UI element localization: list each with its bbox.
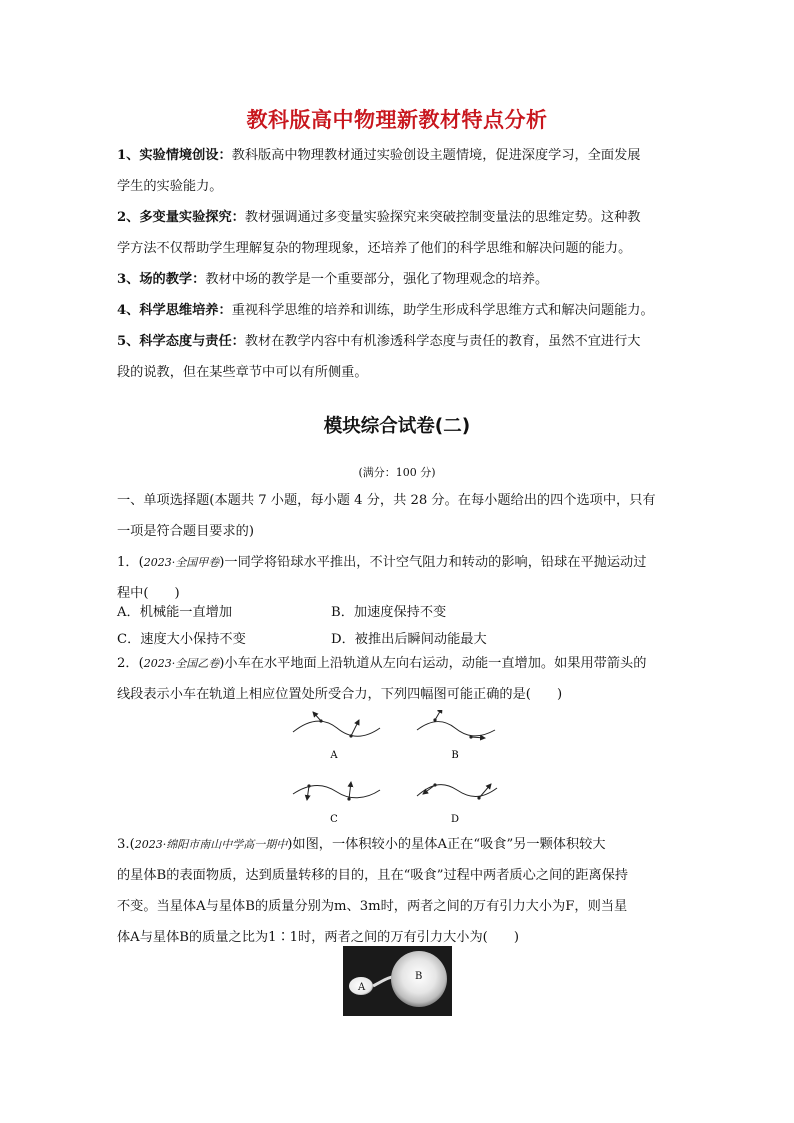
question-number: 3.( [117, 837, 135, 852]
option-b: B．加速度保持不变 [331, 605, 447, 620]
feature-text: 段的说教，但在某些章节中可以有所侧重。 [117, 365, 368, 380]
feature-text: 学生的实验能力。 [117, 179, 223, 194]
feature-item-4 [117, 295, 685, 326]
diagram-d [417, 783, 497, 825]
exam-score: (满分：100 分) [358, 466, 436, 479]
feature-text: 教材在教学内容中有机渗透科学态度与责任的教育，虽然不宜进行大 [244, 334, 641, 349]
diagram-c [293, 782, 380, 825]
feature-label: 2、多变量实验探究： [117, 210, 245, 225]
option-a: A．机械能一直增加 [117, 605, 233, 620]
diagram-label: B [451, 750, 459, 761]
question-text: )如图，一体积较小的星体A正在“吸食”另一颗体积较大 [287, 837, 606, 852]
section-heading-line1: 一、单项选择题(本题共 7 小题，每小题 4 分，共 28 分。在每小题给出的四个选项中，只有 [117, 493, 656, 508]
feature-text: 教材中场的教学是一个重要部分，强化了物理观念的培养。 [205, 272, 549, 287]
question-3-line1 [117, 829, 687, 860]
question-1-line1 [117, 547, 687, 578]
feature-label: 5、科学态度与责任： [117, 334, 245, 349]
feature-item-1 [117, 140, 685, 202]
answer-paren-close: ) [174, 586, 180, 601]
q3-figure [343, 946, 452, 1016]
diagram-label: D [450, 814, 460, 825]
diagram-b [417, 710, 495, 761]
exam-title: 模块综合试卷(二) [323, 416, 471, 437]
option-d: D．被推出后瞬间动能最大 [331, 632, 487, 647]
question-text: 线段表示小车在轨道上相应位置处所受合力，下列四幅图可能正确的是( [117, 687, 531, 702]
feature-label: 1、实验情境创设： [117, 148, 232, 163]
feature-item-5 [117, 326, 685, 388]
question-text: )小车在水平地面上沿轨道从左向右运动，动能一直增加。如果用带箭头的 [219, 656, 647, 671]
feature-item-2 [117, 202, 685, 264]
question-text: )一同学将铅球水平推出，不计空气阻力和转动的影响，铅球在平抛运动过 [219, 555, 647, 570]
q2-figure [285, 710, 510, 830]
star-label: A [358, 982, 366, 993]
answer-paren-close: ) [556, 687, 563, 702]
question-2-line2 [117, 679, 687, 710]
question-source: 2023·全国乙卷 [143, 657, 220, 670]
feature-text: 学方法不仅帮助学生理解复杂的物理现象，还培养了他们的科学思维和解决问题的能力。 [117, 241, 632, 256]
question-source: 2023·绵阳市南山中学高一期中 [134, 838, 288, 851]
section-heading-line2: 一项是符合题目要求的) [117, 524, 255, 539]
question-text: 程中( [117, 586, 149, 601]
question-source: 2023·全国甲卷 [143, 556, 220, 569]
feature-text: 重视科学思维的培养和训练，助学生形成科学思维方式和解决问题能力。 [231, 303, 654, 318]
option-c: C．速度大小保持不变 [117, 632, 246, 647]
feature-text: 教材强调通过多变量实验探究来突破控制变量法的思维定势。这种教 [244, 210, 641, 225]
feature-label: 4、科学思维培养： [117, 303, 232, 318]
diagram-label: A [330, 750, 338, 761]
star-label: B [415, 971, 423, 982]
feature-label: 3、场的教学： [117, 272, 206, 287]
question-text: 体A与星体B的质量之比为1∶1时，两者之间的万有引力大小为( [117, 930, 488, 945]
feature-item-3 [117, 264, 685, 295]
question-number: 1．( [117, 555, 144, 570]
question-3-line3: 不变。当星体A与星体B的质量分别为m、3m时，两者之间的万有引力大小为F，则当星 [117, 899, 628, 914]
feature-text: 教科版高中物理教材通过实验创设主题情境，促进深度学习，全面发展 [231, 148, 641, 163]
question-3-line2: 的星体B的表面物质，达到质量转移的目的，且在“吸食”过程中两者质心之间的距离保持 [117, 868, 629, 883]
diagram-a [293, 712, 380, 761]
page-title: 教科版高中物理新教材特点分析 [246, 108, 548, 132]
diagram-label: C [330, 814, 338, 825]
question-2-line1 [117, 648, 687, 679]
answer-paren-close: ) [513, 930, 519, 945]
question-number: 2．( [117, 656, 144, 671]
